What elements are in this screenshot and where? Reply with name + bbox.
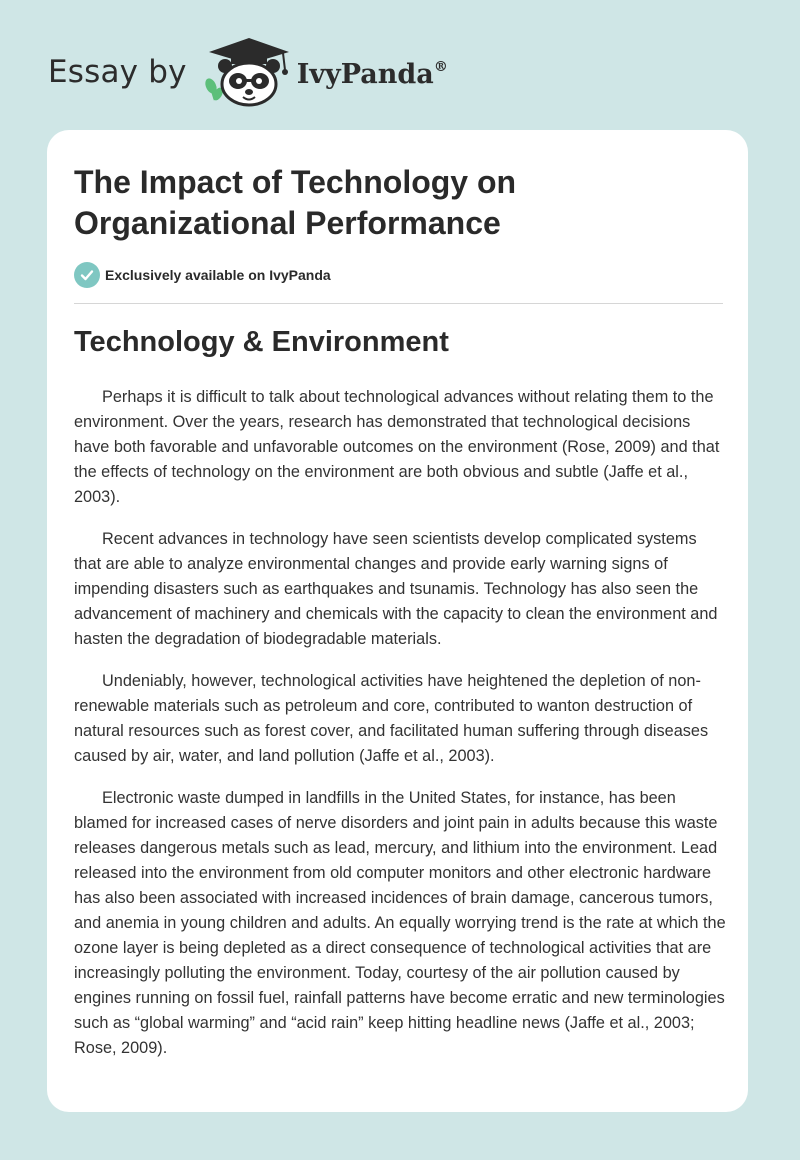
exclusive-badge (74, 262, 331, 288)
article-title: The Impact of Technology on Organizational Performance (74, 164, 517, 241)
paragraph: Undeniably, however, technological activities have heightened the depletion of non-renewable materials such as petroleum and core, contributed to wanton destruction of natural resources such as forest cover, and facilitated human suffering through diseases caused by air, water, and land pollution (Jaffe et al., 2003). (74, 672, 709, 765)
paragraph: Recent advances in technology have seen scientists develop complicated systems that are able to analyze environmental changes and provide early warning signs of impending disasters such as earthquakes and tsunamis. Technology has also seen the advancement of machinery and chemicals with the capacity to clean the environment and hasten the degradation of biodegradable materials. (74, 530, 718, 648)
check-icon (74, 262, 100, 288)
brand-prefix: Essay by (48, 54, 187, 90)
exclusive-label: Exclusively available on IvyPanda (105, 267, 331, 283)
panda-logo-icon (203, 36, 295, 108)
brand-name: IvyPanda® (296, 58, 448, 90)
brand-header[interactable] (48, 36, 448, 108)
divider (74, 303, 723, 304)
article-body (74, 385, 726, 1078)
section-heading: Technology & Environment (74, 326, 449, 358)
paragraph: Electronic waste dumped in landfills in the United States, for instance, has been blamed for increased cases of nerve disorders and joint pain in adults because this waste releases dangerous metals such as lead, mercury, and lithium into the environment. Lead released into the environment from old computer monitors and other electronic hardware has also been associated with increased incidences of brain damage, cancerous tumors, and anemia in young children and adults. An equally worrying trend is the rate at which the ozone layer is being depleted as a direct consequence of technological activities that are increasingly polluting the environment. Today, courtesy of the air pollution caused by engines running on fossil fuel, rainfall patterns have become erratic and new terminologies such as “global warming” and “acid rain” keep hitting headline news (Jaffe et al., 2003; Rose, 2009). (74, 789, 726, 1057)
article-card (47, 130, 748, 1112)
paragraph: Perhaps it is difficult to talk about technological advances without relating them to the environment. Over the years, research has demonstrated that technological decisions have both favorable and unfavorable outcomes on the environment (Rose, 2009) and that the effects of technology on the environment are both obvious and subtle (Jaffe et al., 2003). (74, 388, 720, 506)
